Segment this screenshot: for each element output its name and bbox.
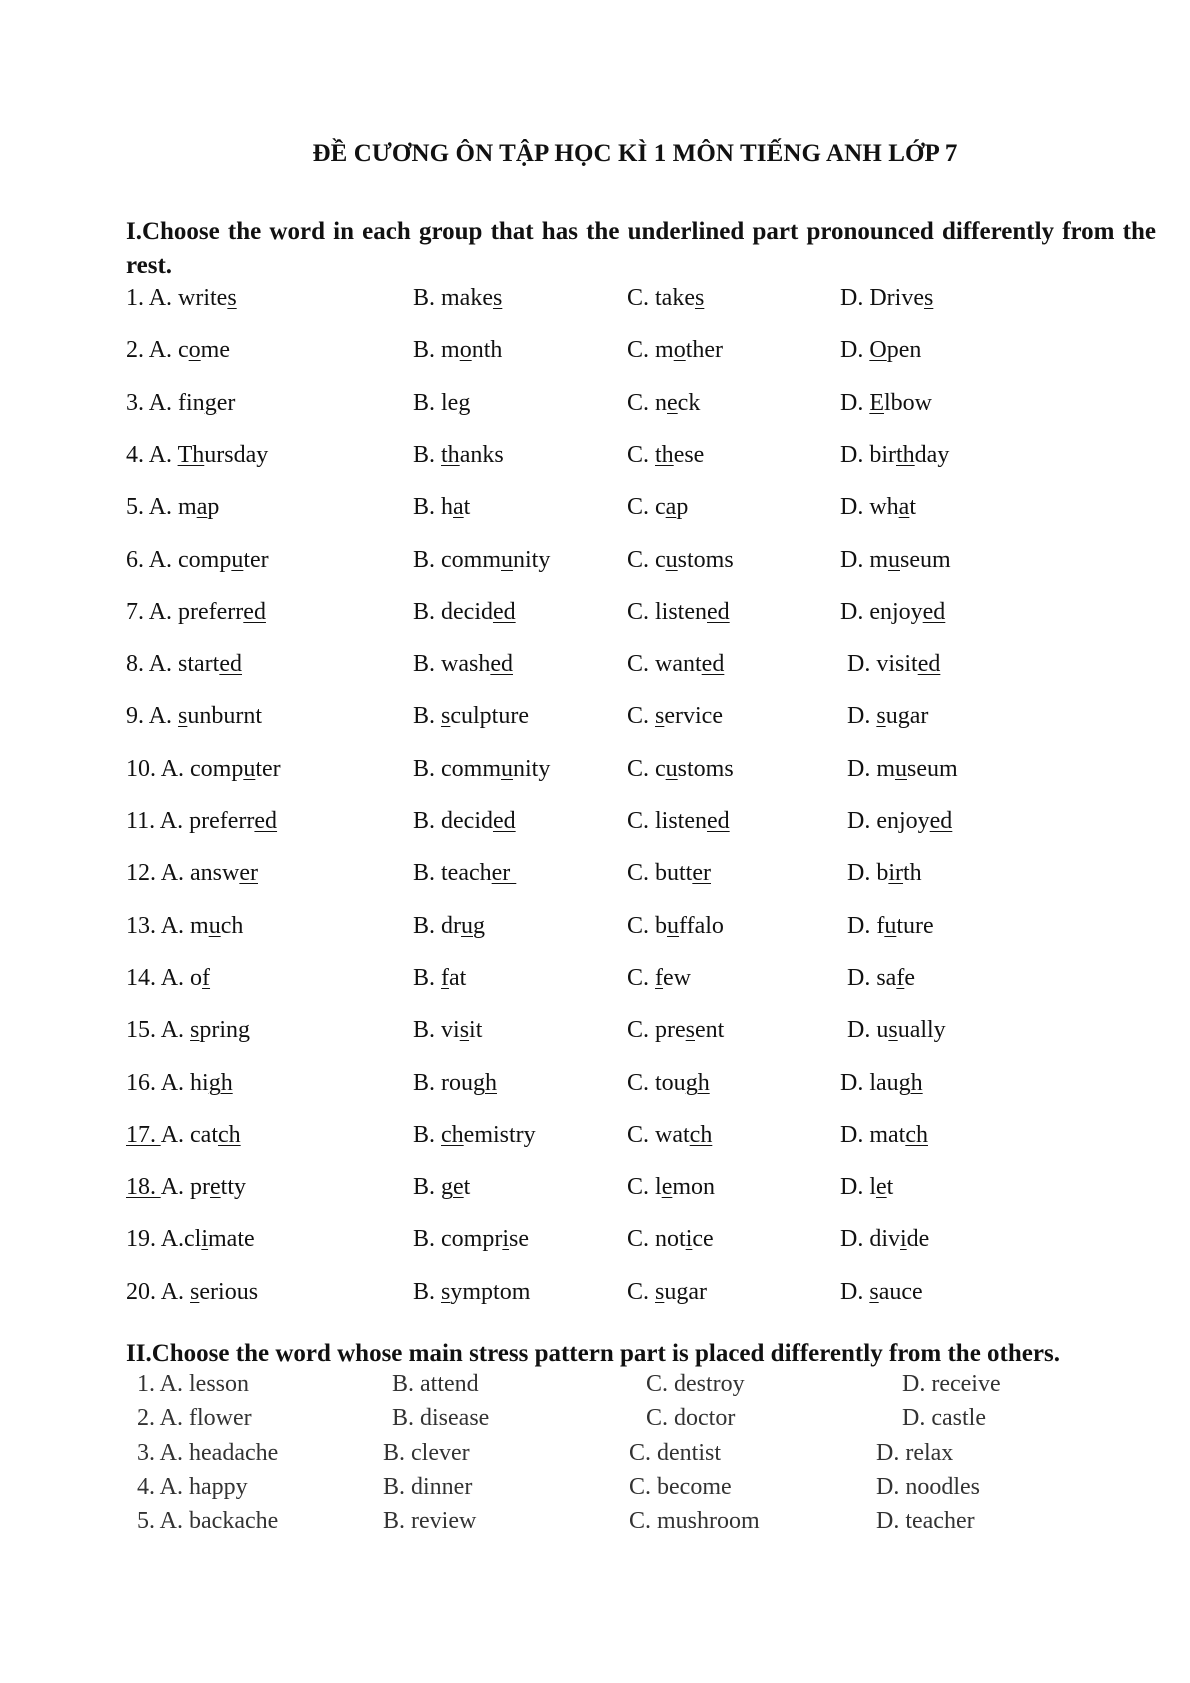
option-d: D. museum: [847, 755, 958, 782]
question-row: [0, 285, 1190, 319]
question-number: 15.: [126, 1017, 161, 1044]
question-row: [0, 965, 1190, 999]
question-row: [0, 703, 1190, 737]
option-d: D. match: [840, 1121, 928, 1148]
underlined-part: er: [491, 860, 517, 887]
underlined-part: u: [501, 546, 513, 573]
underlined-part: f: [441, 964, 450, 991]
option-a: 4. A. happy: [137, 1473, 248, 1500]
option-d: D. sugar: [847, 703, 929, 730]
option-b: B. review: [383, 1508, 477, 1535]
option-c: C. lemon: [627, 1174, 716, 1201]
option-a: 2. A. flower: [137, 1405, 252, 1432]
underlined-part: g: [458, 389, 471, 416]
option-b: B. visit: [413, 1017, 483, 1044]
option-a: 14. A. of: [126, 964, 211, 991]
underlined-part: s: [923, 285, 934, 311]
option-b: B. clever: [383, 1439, 470, 1466]
option-d: D. let: [840, 1174, 894, 1201]
option-d: D. birthday: [840, 441, 950, 468]
option-d: D. noodles: [876, 1473, 980, 1500]
underlined-part: u: [667, 912, 680, 939]
question-row: [0, 756, 1190, 790]
question-number: 17.: [126, 1121, 161, 1148]
section-2-heading: II.Choose the word whose main stress pattern part is placed differently from the others.: [126, 1340, 1060, 1367]
option-d: D. Elbow: [840, 389, 933, 416]
option-a: 3. A. finger: [126, 389, 236, 416]
underlined-part: Th: [177, 441, 205, 468]
option-b: B. teacher: [413, 860, 517, 887]
question-row: [0, 1070, 1190, 1104]
option-b: B. washed: [413, 651, 513, 678]
underlined-part: O: [869, 337, 887, 364]
underlined-part: ed: [492, 808, 516, 834]
option-d: D. castle: [902, 1405, 986, 1432]
option-a: 4. A. Thursday: [126, 441, 269, 468]
underlined-part: ed: [490, 651, 513, 678]
option-c: C. neck: [627, 389, 701, 416]
question-number: 7.: [126, 598, 149, 625]
option-a: 20. A. serious: [126, 1278, 259, 1305]
underlined-part: u: [243, 755, 256, 782]
option-c: C. cap: [627, 494, 689, 521]
option-c: C. few: [627, 964, 691, 991]
underlined-part: gh: [898, 1069, 923, 1096]
question-row: [0, 390, 1190, 424]
question-row: [0, 337, 1190, 371]
underlined-part: ed: [929, 808, 953, 834]
option-c: C. destroy: [646, 1371, 745, 1397]
option-a: 13. A. much: [126, 912, 244, 939]
underlined-part: er: [239, 860, 258, 887]
underlined-part: u: [665, 755, 678, 782]
question-number: 6.: [126, 546, 149, 573]
underlined-part: ed: [922, 598, 946, 625]
option-a: 9. A. sunburnt: [126, 703, 263, 730]
option-a: 1. A. writes: [126, 285, 237, 311]
stress-question-row: [0, 1440, 1190, 1474]
option-d: D. Drives: [840, 285, 934, 311]
option-b: B. comprise: [413, 1226, 529, 1253]
question-row: [0, 1226, 1190, 1260]
underlined-part: gh: [685, 1069, 710, 1096]
option-c: C. buffalo: [627, 912, 724, 939]
option-c: C. listened: [627, 808, 730, 834]
underlined-part: s: [441, 703, 451, 730]
underlined-part: o: [188, 337, 201, 364]
option-b: B. rough: [413, 1069, 497, 1096]
option-a: 18. A. pretty: [126, 1174, 247, 1201]
option-c: C. doctor: [646, 1405, 736, 1432]
question-row: [0, 913, 1190, 947]
question-row: [0, 1122, 1190, 1156]
question-number: 13.: [126, 912, 161, 939]
option-b: B. thanks: [413, 441, 504, 468]
option-d: D. enjoyed: [847, 808, 953, 834]
underlined-part: ch: [689, 1121, 713, 1148]
question-number: 14.: [126, 964, 161, 991]
underlined-part: f: [655, 964, 664, 991]
option-c: C. service: [627, 703, 723, 730]
underlined-part: s: [694, 285, 705, 311]
option-a: 17. A. catch: [126, 1121, 241, 1148]
question-row: [0, 651, 1190, 685]
underlined-part: o: [459, 337, 472, 364]
option-b: B. makes: [413, 285, 503, 311]
option-d: D. visited: [847, 651, 941, 678]
underlined-part: e: [876, 1174, 887, 1201]
option-c: C. customs: [627, 546, 734, 573]
question-row: [0, 1174, 1190, 1208]
option-d: D. birth: [847, 860, 922, 887]
document-title: ĐỀ CƯƠNG ÔN TẬP HỌC KÌ 1 MÔN TIẾNG ANH LỚP 7: [312, 140, 958, 167]
question-number: 8.: [126, 651, 149, 678]
section-1-heading: I.Choose the word in each group that has the underlined part pronounced differently from the rest.: [126, 218, 1156, 279]
question-number: 12.: [126, 860, 161, 887]
underlined-part: s: [492, 285, 503, 311]
option-c: C. notice: [627, 1226, 714, 1253]
option-b: B. get: [413, 1174, 471, 1201]
option-a: 12. A. answer: [126, 860, 258, 887]
underlined-part: ed: [492, 598, 516, 625]
option-a: 7. A. preferred: [126, 598, 266, 625]
option-c: C. mother: [627, 337, 723, 364]
option-a: 5. A. map: [126, 494, 220, 521]
underlined-part: th: [896, 441, 915, 468]
underlined-part: s: [190, 1278, 200, 1305]
option-c: C. dentist: [629, 1439, 722, 1466]
underlined-part: i: [685, 1226, 693, 1253]
option-d: D. divide: [840, 1226, 930, 1253]
question-number: 16.: [126, 1069, 161, 1096]
question-number: 20.: [126, 1278, 161, 1305]
underlined-part: s: [441, 1278, 451, 1305]
option-c: C. listened: [627, 598, 730, 625]
underlined-part: ch: [218, 1121, 241, 1148]
question-row: [0, 442, 1190, 476]
option-d: D. safe: [847, 964, 915, 991]
option-b: B. hat: [413, 494, 471, 521]
underlined-part: ed: [707, 598, 730, 625]
stress-question-row: [0, 1508, 1190, 1542]
option-c: C. present: [627, 1017, 725, 1044]
underlined-part: ed: [707, 808, 730, 834]
option-b: B. community: [413, 546, 551, 573]
option-a: 3. A. headache: [137, 1439, 279, 1466]
option-c: C. sugar: [627, 1278, 708, 1305]
question-number: 1.: [126, 285, 149, 311]
underlined-part: i: [502, 1226, 509, 1253]
option-d: D. laugh: [840, 1069, 923, 1096]
option-b: B. symptom: [413, 1278, 531, 1305]
underlined-part: u: [665, 546, 678, 573]
underlined-part: s: [190, 1017, 200, 1044]
option-a: 10. A. computer: [126, 755, 281, 782]
underlined-part: o: [673, 337, 686, 364]
underlined-part: i: [900, 1226, 907, 1253]
underlined-part: i: [201, 1226, 209, 1253]
question-number: 11.: [126, 808, 160, 834]
underlined-part: s: [869, 1278, 879, 1305]
underlined-part: ed: [243, 598, 266, 625]
option-b: B. community: [413, 755, 551, 782]
underlined-part: s: [178, 703, 188, 730]
underlined-part: er: [692, 860, 711, 887]
underlined-part: e: [661, 1174, 673, 1201]
question-number: 18.: [126, 1174, 161, 1201]
underlined-part: ch: [905, 1121, 928, 1148]
question-number: 19.: [126, 1226, 161, 1253]
question-number: 3.: [126, 389, 149, 416]
underlined-part: f: [202, 964, 211, 991]
question-row: [0, 808, 1190, 842]
option-d: D. museum: [840, 546, 951, 573]
option-b: B. chemistry: [413, 1121, 536, 1148]
option-a: 8. A. started: [126, 651, 242, 678]
option-c: C. mushroom: [629, 1508, 760, 1535]
option-d: D. sauce: [840, 1278, 923, 1305]
underlined-part: u: [208, 912, 221, 939]
option-d: D. usually: [847, 1017, 946, 1044]
option-c: C. watch: [627, 1121, 713, 1148]
option-b: B. sculpture: [413, 703, 529, 730]
option-a: 2. A. come: [126, 337, 230, 364]
question-row: [0, 860, 1190, 894]
option-b: B. attend: [392, 1371, 479, 1397]
underlined-part: ed: [254, 808, 278, 834]
stress-question-row: [0, 1371, 1190, 1405]
option-d: D. what: [840, 494, 916, 521]
underlined-part: u: [461, 912, 473, 939]
underlined-part: th: [655, 441, 674, 468]
option-c: C. takes: [627, 285, 705, 311]
underlined-part: g: [204, 389, 217, 416]
question-number: 2.: [126, 337, 149, 364]
underlined-part: u: [884, 912, 897, 939]
option-d: D. enjoyed: [840, 598, 946, 625]
option-a: 1. A. lesson: [137, 1371, 250, 1397]
underlined-part: E: [869, 389, 885, 416]
underlined-part: s: [459, 1017, 470, 1044]
underlined-part: gh: [473, 1069, 497, 1096]
underlined-part: s: [655, 703, 665, 730]
underlined-part: u: [231, 546, 244, 573]
underlined-part: a: [665, 494, 677, 521]
question-number: 9.: [126, 703, 149, 730]
underlined-part: ir: [888, 860, 904, 887]
question-row: [0, 547, 1190, 581]
option-c: C. wanted: [627, 651, 725, 678]
underlined-part: a: [898, 494, 910, 521]
underlined-part: ed: [917, 651, 941, 678]
question-row: [0, 494, 1190, 528]
option-b: B. fat: [413, 964, 467, 991]
question-row: [0, 1279, 1190, 1313]
option-c: C. butter: [627, 860, 711, 887]
question-row: [0, 599, 1190, 633]
option-d: D. Open: [840, 337, 922, 364]
underlined-part: gh: [208, 1069, 233, 1096]
underlined-part: e: [667, 389, 678, 416]
option-a: 6. A. computer: [126, 546, 269, 573]
option-c: C. these: [627, 441, 705, 468]
underlined-part: e: [210, 1174, 221, 1201]
underlined-part: s: [655, 1278, 665, 1305]
option-a: 5. A. backache: [137, 1508, 279, 1535]
underlined-part: u: [888, 546, 900, 573]
underlined-part: ed: [701, 651, 725, 678]
question-number: 5.: [126, 494, 149, 521]
option-b: B. disease: [392, 1405, 490, 1432]
option-b: B. drug: [413, 912, 485, 939]
underlined-part: s: [888, 1017, 898, 1044]
option-a: 11. A. preferred: [126, 808, 278, 834]
question-number: 4.: [126, 441, 149, 468]
underlined-part: a: [453, 494, 464, 521]
underlined-part: ch: [441, 1121, 464, 1148]
stress-question-row: [0, 1405, 1190, 1439]
option-a: 19. A.climate: [126, 1226, 255, 1253]
option-b: B. leg: [413, 389, 471, 416]
underlined-part: u: [895, 755, 907, 782]
option-d: D. receive: [902, 1371, 1001, 1397]
underlined-part: e: [453, 1174, 464, 1201]
question-row: [0, 1017, 1190, 1051]
underlined-part: a: [196, 494, 208, 521]
option-a: 15. A. spring: [126, 1017, 251, 1044]
underlined-part: f: [896, 964, 905, 991]
option-d: D. future: [847, 912, 934, 939]
option-a: 16. A. high: [126, 1069, 233, 1096]
option-c: C. customs: [627, 755, 734, 782]
underlined-part: s: [227, 285, 237, 311]
underlined-part: s: [685, 1017, 695, 1044]
underlined-part: s: [876, 703, 886, 730]
option-b: B. decided: [413, 598, 516, 625]
underlined-part: u: [501, 755, 513, 782]
underlined-part: th: [441, 441, 460, 468]
stress-question-row: [0, 1474, 1190, 1508]
option-d: D. teacher: [876, 1508, 975, 1535]
question-number: 10.: [126, 755, 161, 782]
option-c: C. become: [629, 1473, 732, 1500]
underlined-part: ed: [219, 651, 242, 678]
option-d: D. relax: [876, 1439, 954, 1466]
option-c: C. tough: [627, 1069, 710, 1096]
option-b: B. dinner: [383, 1473, 473, 1500]
option-b: B. decided: [413, 808, 516, 834]
option-b: B. month: [413, 337, 503, 364]
